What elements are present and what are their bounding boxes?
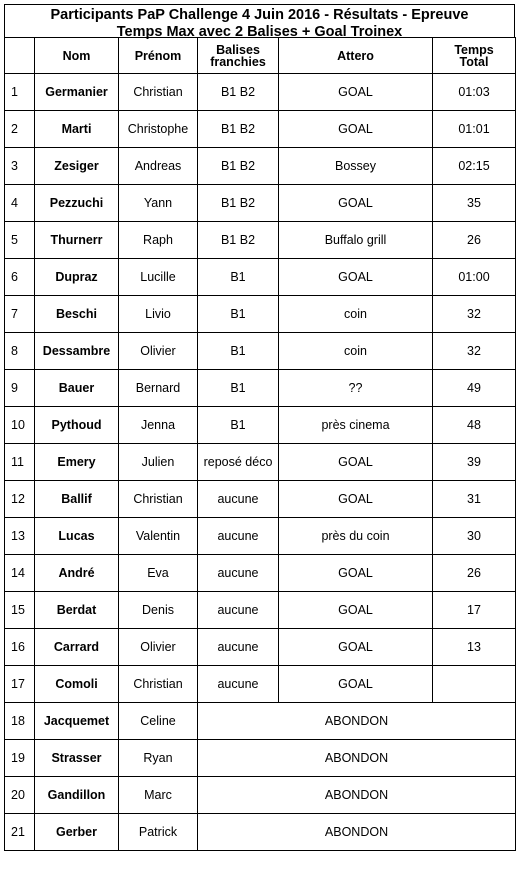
row-balises: B1 B2	[198, 148, 279, 185]
row-attero: Bossey	[279, 148, 433, 185]
table-row	[5, 370, 516, 407]
header-balises	[198, 38, 279, 74]
table-row	[5, 518, 516, 555]
row-prenom: Celine	[119, 703, 198, 740]
row-balises: aucune	[198, 629, 279, 666]
row-number: 11	[5, 444, 35, 481]
table-row-abandon	[5, 703, 516, 740]
row-prenom: Denis	[119, 592, 198, 629]
row-prenom: Christian	[119, 74, 198, 111]
row-nom: Dupraz	[35, 259, 119, 296]
row-balises: aucune	[198, 666, 279, 703]
row-number: 2	[5, 111, 35, 148]
row-attero: GOAL	[279, 629, 433, 666]
row-status: ABONDON	[198, 814, 516, 851]
row-nom: Pythoud	[35, 407, 119, 444]
title-line-1: Participants PaP Challenge 4 Juin 2016 - Résultats - Epreuve	[50, 7, 469, 23]
row-status: ABONDON	[198, 740, 516, 777]
row-prenom: Ryan	[119, 740, 198, 777]
row-status: ABONDON	[198, 703, 516, 740]
row-number: 3	[5, 148, 35, 185]
table-row	[5, 148, 516, 185]
table-row	[5, 333, 516, 370]
row-number: 15	[5, 592, 35, 629]
row-attero: GOAL	[279, 185, 433, 222]
row-prenom: Lucille	[119, 259, 198, 296]
results-body	[5, 74, 516, 851]
table-row	[5, 407, 516, 444]
header-temps-line1: Temps	[454, 42, 494, 57]
row-nom: Pezzuchi	[35, 185, 119, 222]
row-temps	[433, 666, 516, 703]
row-prenom: Livio	[119, 296, 198, 333]
row-prenom: Christian	[119, 666, 198, 703]
row-temps: 26	[433, 222, 516, 259]
row-prenom: Christophe	[119, 111, 198, 148]
row-number: 20	[5, 777, 35, 814]
row-balises: B1	[198, 407, 279, 444]
row-attero: coin	[279, 333, 433, 370]
table-row	[5, 74, 516, 111]
row-attero: GOAL	[279, 555, 433, 592]
row-nom: Thurnerr	[35, 222, 119, 259]
row-balises: B1	[198, 370, 279, 407]
table-row	[5, 111, 516, 148]
row-prenom: Eva	[119, 555, 198, 592]
row-number: 1	[5, 74, 35, 111]
row-balises: B1	[198, 296, 279, 333]
row-temps: 32	[433, 333, 516, 370]
row-number: 17	[5, 666, 35, 703]
row-balises: reposé déco	[198, 444, 279, 481]
row-number: 12	[5, 481, 35, 518]
row-nom: Jacquemet	[35, 703, 119, 740]
row-prenom: Olivier	[119, 629, 198, 666]
row-number: 9	[5, 370, 35, 407]
table-row	[5, 444, 516, 481]
row-nom: Bauer	[35, 370, 119, 407]
row-prenom: Raph	[119, 222, 198, 259]
row-nom: Strasser	[35, 740, 119, 777]
row-temps: 31	[433, 481, 516, 518]
row-prenom: Patrick	[119, 814, 198, 851]
row-number: 10	[5, 407, 35, 444]
table-row	[5, 592, 516, 629]
row-attero: GOAL	[279, 259, 433, 296]
row-temps: 35	[433, 185, 516, 222]
row-nom: Carrard	[35, 629, 119, 666]
row-balises: B1 B2	[198, 185, 279, 222]
table-row	[5, 666, 516, 703]
row-temps: 13	[433, 629, 516, 666]
row-nom: Gerber	[35, 814, 119, 851]
row-prenom: Andreas	[119, 148, 198, 185]
row-temps: 30	[433, 518, 516, 555]
row-number: 16	[5, 629, 35, 666]
row-attero: près du coin	[279, 518, 433, 555]
row-temps: 01:01	[433, 111, 516, 148]
row-balises: B1 B2	[198, 111, 279, 148]
row-number: 14	[5, 555, 35, 592]
row-nom: Lucas	[35, 518, 119, 555]
row-balises: B1	[198, 333, 279, 370]
row-number: 18	[5, 703, 35, 740]
row-number: 19	[5, 740, 35, 777]
row-prenom: Christian	[119, 481, 198, 518]
row-balises: B1 B2	[198, 222, 279, 259]
row-temps: 48	[433, 407, 516, 444]
row-attero: GOAL	[279, 74, 433, 111]
table-row	[5, 296, 516, 333]
row-prenom: Marc	[119, 777, 198, 814]
results-table	[4, 37, 516, 851]
row-attero: ??	[279, 370, 433, 407]
row-number: 6	[5, 259, 35, 296]
table-row	[5, 185, 516, 222]
row-nom: Ballif	[35, 481, 119, 518]
row-temps: 01:03	[433, 74, 516, 111]
row-prenom: Bernard	[119, 370, 198, 407]
table-row	[5, 481, 516, 518]
table-row-abandon	[5, 740, 516, 777]
page-title	[4, 4, 515, 40]
row-attero: GOAL	[279, 666, 433, 703]
title-line-2: Temps Max avec 2 Balises + Goal Troinex	[116, 24, 403, 40]
row-balises: aucune	[198, 518, 279, 555]
row-nom: André	[35, 555, 119, 592]
row-prenom: Valentin	[119, 518, 198, 555]
row-prenom: Julien	[119, 444, 198, 481]
header-balises-line1: Balises	[216, 42, 260, 57]
results-sheet	[4, 4, 515, 851]
header-nom: Nom	[35, 38, 119, 74]
row-nom: Berdat	[35, 592, 119, 629]
header-temps-line2: Total	[459, 54, 489, 69]
row-balises: aucune	[198, 592, 279, 629]
row-nom: Gandillon	[35, 777, 119, 814]
row-nom: Zesiger	[35, 148, 119, 185]
table-row	[5, 222, 516, 259]
row-temps: 17	[433, 592, 516, 629]
row-attero: GOAL	[279, 111, 433, 148]
header-prenom: Prénom	[119, 38, 198, 74]
row-temps: 49	[433, 370, 516, 407]
row-attero: GOAL	[279, 444, 433, 481]
row-temps: 39	[433, 444, 516, 481]
row-attero: près cinema	[279, 407, 433, 444]
row-balises: B1	[198, 259, 279, 296]
table-row	[5, 259, 516, 296]
row-balises: aucune	[198, 555, 279, 592]
row-prenom: Yann	[119, 185, 198, 222]
row-temps: 26	[433, 555, 516, 592]
row-temps: 01:00	[433, 259, 516, 296]
row-nom: Dessambre	[35, 333, 119, 370]
row-attero: coin	[279, 296, 433, 333]
row-prenom: Jenna	[119, 407, 198, 444]
row-number: 5	[5, 222, 35, 259]
header-row	[5, 38, 516, 74]
row-status: ABONDON	[198, 777, 516, 814]
row-balises: B1 B2	[198, 74, 279, 111]
row-nom: Comoli	[35, 666, 119, 703]
row-number: 8	[5, 333, 35, 370]
table-row-abandon	[5, 814, 516, 851]
table-row-abandon	[5, 777, 516, 814]
header-temps	[433, 38, 516, 74]
header-balises-line2: franchies	[210, 54, 266, 69]
row-number: 13	[5, 518, 35, 555]
row-nom: Emery	[35, 444, 119, 481]
table-row	[5, 555, 516, 592]
table-row	[5, 629, 516, 666]
row-prenom: Olivier	[119, 333, 198, 370]
row-number: 7	[5, 296, 35, 333]
row-number: 4	[5, 185, 35, 222]
row-temps: 32	[433, 296, 516, 333]
row-attero: Buffalo grill	[279, 222, 433, 259]
row-attero: GOAL	[279, 592, 433, 629]
row-number: 21	[5, 814, 35, 851]
row-attero: GOAL	[279, 481, 433, 518]
row-nom: Beschi	[35, 296, 119, 333]
row-nom: Germanier	[35, 74, 119, 111]
row-balises: aucune	[198, 481, 279, 518]
header-attero: Attero	[279, 38, 433, 74]
header-num	[5, 38, 35, 74]
row-nom: Marti	[35, 111, 119, 148]
row-temps: 02:15	[433, 148, 516, 185]
